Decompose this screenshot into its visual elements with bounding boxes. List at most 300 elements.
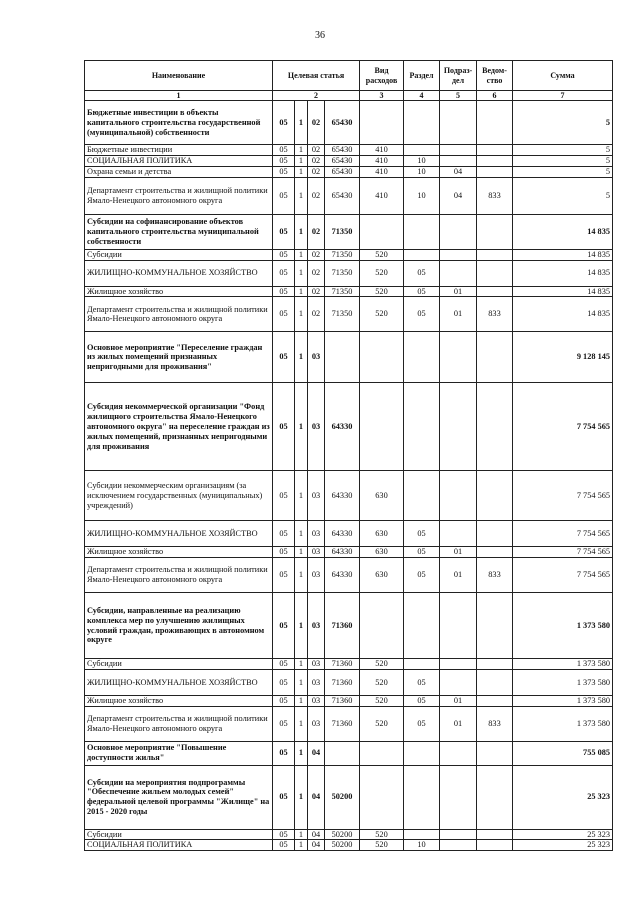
row-name: СОЦИАЛЬНАЯ ПОЛИТИКА [85,840,273,851]
code-subprogram: 1 [295,521,308,547]
expense-type: 520 [360,669,404,695]
amount: 1 373 580 [513,695,613,706]
subsection: 01 [440,286,477,297]
code-program: 05 [273,383,295,471]
section [404,249,440,260]
amount: 7 754 565 [513,558,613,593]
code-activity: 03 [308,383,325,471]
table-row [85,383,613,471]
subsection: 04 [440,167,477,178]
column-number: 5 [440,91,477,101]
expense-type [360,332,404,383]
expense-type [360,593,404,659]
amount: 1 373 580 [513,659,613,670]
expense-type: 630 [360,558,404,593]
subsection: 01 [440,558,477,593]
header-department-line2: ство [486,75,503,85]
header-expense-type-line1: Вид [374,66,389,76]
code-direction: 64330 [325,521,360,547]
table-row [85,297,613,332]
amount: 5 [513,145,613,156]
code-direction: 71360 [325,659,360,670]
header-department-line1: Ведом- [482,66,507,76]
code-direction: 50200 [325,840,360,851]
department: 833 [477,706,513,741]
column-number: 6 [477,91,513,101]
code-subprogram: 1 [295,332,308,383]
header-expense-type-line2: расходов [365,75,398,85]
code-program: 05 [273,521,295,547]
row-name: Жилищное хозяйство [85,286,273,297]
row-name: Жилищное хозяйство [85,695,273,706]
table-row [85,765,613,829]
code-direction [325,741,360,765]
section [404,829,440,840]
code-direction: 64330 [325,471,360,521]
header-name: Наименование [85,61,273,91]
expense-type: 520 [360,840,404,851]
section [404,659,440,670]
expense-type: 520 [360,260,404,286]
code-direction: 64330 [325,383,360,471]
code-direction: 65430 [325,101,360,145]
code-activity: 02 [308,286,325,297]
header-section: Раздел [404,61,440,91]
department [477,669,513,695]
code-activity: 02 [308,177,325,214]
code-activity: 04 [308,741,325,765]
column-number: 2 [273,91,360,101]
code-activity: 02 [308,156,325,167]
code-direction: 71350 [325,297,360,332]
department [477,741,513,765]
code-program: 05 [273,249,295,260]
code-direction: 50200 [325,765,360,829]
section [404,593,440,659]
amount: 5 [513,167,613,178]
amount: 5 [513,177,613,214]
department [477,167,513,178]
code-program: 05 [273,260,295,286]
code-subprogram: 1 [295,829,308,840]
department [477,156,513,167]
section [404,214,440,249]
expense-type: 410 [360,145,404,156]
section: 10 [404,156,440,167]
code-direction: 65430 [325,167,360,178]
code-activity: 03 [308,669,325,695]
section: 05 [404,286,440,297]
code-program: 05 [273,101,295,145]
subsection [440,332,477,383]
department [477,383,513,471]
department [477,260,513,286]
row-name: ЖИЛИЩНО-КОММУНАЛЬНОЕ ХОЗЯЙСТВО [85,521,273,547]
code-activity: 02 [308,101,325,145]
code-subprogram: 1 [295,558,308,593]
amount: 14 835 [513,249,613,260]
table-row [85,332,613,383]
code-activity: 04 [308,829,325,840]
table-row [85,829,613,840]
row-name: Жилищное хозяйство [85,547,273,558]
amount: 14 835 [513,260,613,286]
amount: 14 835 [513,214,613,249]
code-subprogram: 1 [295,741,308,765]
column-number: 3 [360,91,404,101]
row-name: ЖИЛИЩНО-КОММУНАЛЬНОЕ ХОЗЯЙСТВО [85,669,273,695]
row-name: Субсидии на софинансирование объектов капитального строительства муниципальной собственности [85,214,273,249]
section: 10 [404,840,440,851]
table-row [85,659,613,670]
amount: 25 323 [513,765,613,829]
code-activity: 03 [308,659,325,670]
code-subprogram: 1 [295,471,308,521]
code-activity: 03 [308,558,325,593]
subsection [440,249,477,260]
table-row [85,145,613,156]
section [404,101,440,145]
section: 05 [404,669,440,695]
code-program: 05 [273,177,295,214]
column-number: 1 [85,91,273,101]
table-row [85,558,613,593]
expense-type: 630 [360,547,404,558]
subsection [440,471,477,521]
code-direction: 71360 [325,706,360,741]
code-program: 05 [273,695,295,706]
code-subprogram: 1 [295,547,308,558]
row-name: Субсидии [85,829,273,840]
amount: 25 323 [513,840,613,851]
code-subprogram: 1 [295,101,308,145]
code-program: 05 [273,145,295,156]
expense-type: 520 [360,286,404,297]
code-activity: 02 [308,167,325,178]
amount: 7 754 565 [513,383,613,471]
row-name: Департамент строительства и жилищной политики Ямало-Ненецкого автономного округа [85,297,273,332]
code-program: 05 [273,741,295,765]
expense-type: 520 [360,659,404,670]
code-subprogram: 1 [295,659,308,670]
code-direction [325,332,360,383]
subsection [440,214,477,249]
code-direction: 65430 [325,156,360,167]
code-subprogram: 1 [295,249,308,260]
subsection [440,840,477,851]
row-name: Департамент строительства и жилищной политики Ямало-Ненецкого автономного округа [85,706,273,741]
code-direction: 71350 [325,286,360,297]
subsection [440,383,477,471]
table-row [85,669,613,695]
header-subsection [440,61,477,91]
table-row [85,695,613,706]
subsection: 04 [440,177,477,214]
subsection [440,145,477,156]
code-activity: 02 [308,214,325,249]
expense-type [360,214,404,249]
code-activity: 03 [308,332,325,383]
department [477,471,513,521]
code-direction: 64330 [325,547,360,558]
code-program: 05 [273,669,295,695]
section: 10 [404,167,440,178]
header-subsection-line1: Подраз- [443,66,473,76]
code-program: 05 [273,297,295,332]
department [477,695,513,706]
code-activity: 04 [308,840,325,851]
subsection [440,765,477,829]
row-name: ЖИЛИЩНО-КОММУНАЛЬНОЕ ХОЗЯЙСТВО [85,260,273,286]
department [477,332,513,383]
department [477,249,513,260]
expense-type: 630 [360,521,404,547]
amount: 755 085 [513,741,613,765]
code-program: 05 [273,706,295,741]
subsection [440,521,477,547]
department [477,521,513,547]
code-subprogram: 1 [295,145,308,156]
department [477,840,513,851]
code-program: 05 [273,829,295,840]
amount: 1 373 580 [513,593,613,659]
amount: 5 [513,156,613,167]
page-number: 36 [315,30,325,41]
budget-table [84,60,613,851]
code-direction: 71350 [325,249,360,260]
expense-type: 410 [360,177,404,214]
expense-type: 410 [360,156,404,167]
table-header-row [85,61,613,91]
code-activity: 02 [308,260,325,286]
department [477,547,513,558]
table-row [85,156,613,167]
code-program: 05 [273,659,295,670]
subsection [440,669,477,695]
code-subprogram: 1 [295,297,308,332]
amount: 25 323 [513,829,613,840]
amount: 7 754 565 [513,521,613,547]
code-subprogram: 1 [295,669,308,695]
header-expense-type [360,61,404,91]
expense-type: 520 [360,695,404,706]
table-row [85,260,613,286]
row-name: Субсидии на мероприятия подпрограммы "Обеспечение жильем молодых семей" федеральной целевой программы "Жилище" на 2015 - 2020 годы [85,765,273,829]
table-row [85,741,613,765]
expense-type [360,383,404,471]
code-program: 05 [273,765,295,829]
department: 833 [477,558,513,593]
row-name: Департамент строительства и жилищной политики Ямало-Ненецкого автономного округа [85,558,273,593]
amount: 5 [513,101,613,145]
subsection [440,741,477,765]
section [404,145,440,156]
row-name: Субсидии [85,249,273,260]
subsection [440,829,477,840]
expense-type [360,741,404,765]
row-name: Субсидии [85,659,273,670]
code-direction: 71360 [325,669,360,695]
section: 10 [404,177,440,214]
code-activity: 03 [308,547,325,558]
row-name: Основное мероприятие "Повышение доступности жилья" [85,741,273,765]
code-direction: 64330 [325,558,360,593]
section [404,383,440,471]
code-direction: 71350 [325,260,360,286]
subsection: 01 [440,547,477,558]
amount: 1 373 580 [513,706,613,741]
row-name: Субсидия некоммерческой организации "Фонд жилищного строительства Ямало-Ненецкого автономного округа" на переселение граждан из жилых помещений, признанных непригодными для проживания [85,383,273,471]
row-name: Основное мероприятие "Переселение граждан из жилых помещений признанных непригодными для проживания" [85,332,273,383]
table-row [85,167,613,178]
amount: 7 754 565 [513,547,613,558]
table-body [85,101,613,851]
code-program: 05 [273,156,295,167]
code-program: 05 [273,840,295,851]
row-name: Департамент строительства и жилищной политики Ямало-Ненецкого автономного округа [85,177,273,214]
code-subprogram: 1 [295,286,308,297]
code-subprogram: 1 [295,260,308,286]
column-number-row [85,91,613,101]
row-name: Бюджетные инвестиции в объекты капитального строительства государственной (муниципальной) собственности [85,101,273,145]
expense-type [360,101,404,145]
department [477,214,513,249]
section [404,765,440,829]
code-direction: 65430 [325,177,360,214]
amount: 14 835 [513,297,613,332]
subsection: 01 [440,706,477,741]
department [477,286,513,297]
section: 05 [404,521,440,547]
department [477,593,513,659]
section: 05 [404,547,440,558]
section [404,741,440,765]
subsection [440,260,477,286]
column-number: 7 [513,91,613,101]
code-direction: 71360 [325,695,360,706]
subsection: 01 [440,695,477,706]
table-row [85,101,613,145]
header-amount: Сумма [513,61,613,91]
code-program: 05 [273,547,295,558]
amount: 9 128 145 [513,332,613,383]
table-row [85,471,613,521]
department: 833 [477,297,513,332]
subsection [440,156,477,167]
code-activity: 03 [308,695,325,706]
code-program: 05 [273,286,295,297]
section: 05 [404,558,440,593]
code-activity: 04 [308,765,325,829]
expense-type: 520 [360,249,404,260]
expense-type: 520 [360,706,404,741]
code-program: 05 [273,558,295,593]
amount: 14 835 [513,286,613,297]
department [477,145,513,156]
subsection [440,659,477,670]
code-direction: 71360 [325,593,360,659]
code-subprogram: 1 [295,765,308,829]
code-subprogram: 1 [295,593,308,659]
row-name: Субсидии некоммерческим организациям (за исключением государственных (муниципальных) учреждений) [85,471,273,521]
amount: 7 754 565 [513,471,613,521]
code-subprogram: 1 [295,695,308,706]
section [404,332,440,383]
column-number: 4 [404,91,440,101]
row-name: СОЦИАЛЬНАЯ ПОЛИТИКА [85,156,273,167]
table-row [85,547,613,558]
row-name: Охрана семьи и детства [85,167,273,178]
code-activity: 03 [308,706,325,741]
table-row [85,286,613,297]
header-target-article: Целевая статья [273,61,360,91]
row-name: Бюджетные инвестиции [85,145,273,156]
code-subprogram: 1 [295,167,308,178]
section [404,471,440,521]
department [477,765,513,829]
expense-type: 630 [360,471,404,521]
subsection [440,593,477,659]
department [477,659,513,670]
code-direction: 50200 [325,829,360,840]
code-activity: 03 [308,593,325,659]
amount: 1 373 580 [513,669,613,695]
code-activity: 03 [308,471,325,521]
code-subprogram: 1 [295,706,308,741]
code-subprogram: 1 [295,156,308,167]
expense-type: 410 [360,167,404,178]
subsection [440,101,477,145]
table-row [85,521,613,547]
table-row [85,706,613,741]
code-program: 05 [273,332,295,383]
table-row [85,249,613,260]
table-row [85,177,613,214]
code-subprogram: 1 [295,383,308,471]
expense-type: 520 [360,829,404,840]
section: 05 [404,695,440,706]
section: 05 [404,297,440,332]
department [477,829,513,840]
expense-type: 520 [360,297,404,332]
code-activity: 02 [308,145,325,156]
header-subsection-line2: дел [451,75,465,85]
department [477,101,513,145]
code-activity: 03 [308,521,325,547]
code-subprogram: 1 [295,840,308,851]
code-direction: 65430 [325,145,360,156]
table-row [85,593,613,659]
section: 05 [404,260,440,286]
code-direction: 71350 [325,214,360,249]
code-subprogram: 1 [295,214,308,249]
expense-type [360,765,404,829]
subsection: 01 [440,297,477,332]
header-department [477,61,513,91]
code-program: 05 [273,167,295,178]
table-row [85,840,613,851]
code-program: 05 [273,214,295,249]
table-row [85,214,613,249]
department: 833 [477,177,513,214]
code-program: 05 [273,471,295,521]
row-name: Субсидии, направленные на реализацию комплекса мер по улучшению жилищных условий граждан, проживающих в автономном округе [85,593,273,659]
code-program: 05 [273,593,295,659]
code-subprogram: 1 [295,177,308,214]
section: 05 [404,706,440,741]
code-activity: 02 [308,249,325,260]
code-activity: 02 [308,297,325,332]
